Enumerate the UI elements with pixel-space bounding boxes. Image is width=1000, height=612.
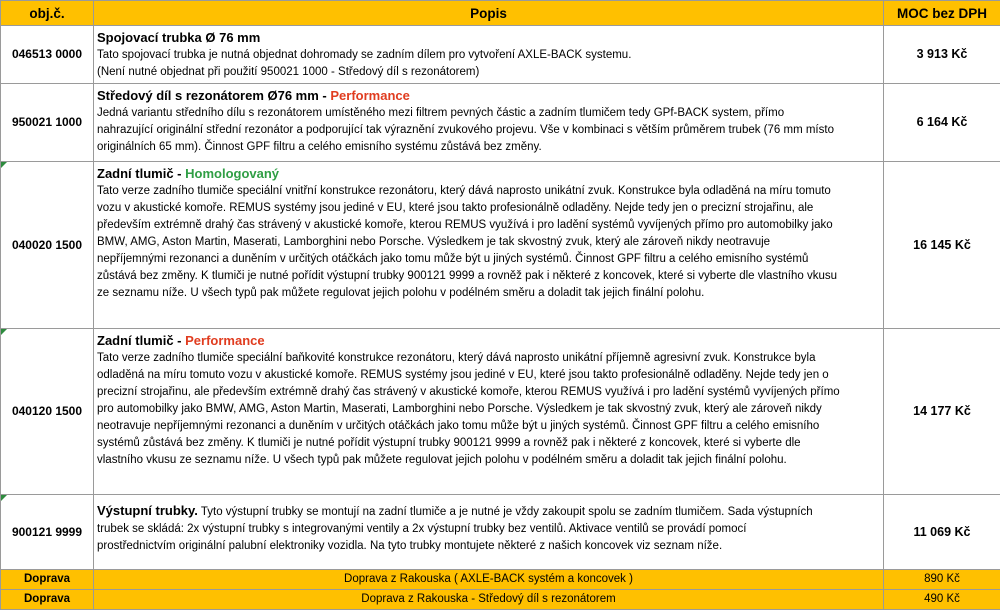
desc-line: vlastního vkusu ze seznamu níže. U všech typů pak můžete regulovat jejich polohu v podélném směru a doladit tak jejich finální polohu.: [97, 454, 787, 466]
desc-line: (Není nutné objednat při použití 950021 1000 - Středový díl s rezonátorem): [97, 66, 480, 78]
desc-line: Výstupní trubky. Tyto výstupní trubky se montují na zadní tlumiče a je nutné je vždy zakoupit spolu se zadním tlumičem. Sada výstupních: [97, 503, 813, 518]
performance-label: Performance: [330, 88, 410, 103]
desc-line: ze seznamu níže. U všech typů pak můžete regulovat jejich polohu v podélném směru a doladit tak jejich finální polohu.: [97, 287, 705, 299]
item-title: Výstupní trubky.: [97, 503, 198, 518]
performance-label: Performance: [185, 333, 265, 348]
item-description: [94, 84, 884, 162]
item-description: [94, 495, 884, 570]
item-price: 16 145 Kč: [884, 162, 1000, 329]
desc-line: Tato verze zadního tlumiče speciální vnitřní konstrukce rezonátoru, který dává naprosto unikátní zvuk. Konstrukce byla odladěná na míru tomuto: [97, 185, 831, 197]
table-row: [1, 84, 1000, 162]
shipping-price: 890 Kč: [884, 570, 1000, 590]
desc-line: prostřednictvím originální palubní elektroniky vozidla. Na tyto trubky montujete některé z našich koncovek viz seznam níže.: [97, 540, 723, 552]
item-price: 6 164 Kč: [884, 84, 1000, 162]
header-price: MOC bez DPH: [884, 1, 1000, 26]
shipping-row: [1, 590, 1000, 610]
shipping-code: Doprava: [1, 570, 94, 590]
item-title: Středový díl s rezonátorem Ø76 mm - Performance: [97, 88, 410, 103]
desc-line: neotravuje nepříjemnými rezonanci a duněním v určitých otáčkách jako tomu může být u jiných systémů. Činnost GPF filtru a celého emisního: [97, 420, 820, 432]
item-code: 040020 1500: [1, 162, 94, 329]
desc-line: odladěná na míru tomuto vozu v akustické komoře. REMUS systémy jsou jediné v EU, které jsou takto profesionálně odladěny. Nejde tedy jen o: [97, 369, 829, 381]
table-row: [1, 329, 1000, 495]
table-row: [1, 26, 1000, 84]
desc-line: trubek se skládá: 2x výstupní trubky s integrovanými ventily a 2x výstupní trubky bez ventilů. Aktivace ventilů se provádí pomocí: [97, 523, 747, 535]
item-code: 950021 1000: [1, 84, 94, 162]
desc-line: zůstává bez změny. K tlumiči je nutné pořídit výstupní trubky 900121 9999 a rovněž pak i některé z koncovek, které si vyberte dle vlastního vkusu: [97, 270, 838, 282]
shipping-code: Doprava: [1, 590, 94, 610]
desc-line: vozu v akustické komoře. REMUS systémy jsou jediné v EU, které jsou takto profesionálně odladěny. Nejde tedy jen o precizní strojařinu, ale: [97, 202, 814, 214]
item-price: 3 913 Kč: [884, 26, 1000, 84]
header-row: [1, 1, 1000, 26]
desc-line: nahrazující originální střední rezonátor a podporující tak výraznění zvukového projevu. Vše v kombinaci s větším průměrem trubek (76 mm místo: [97, 124, 834, 136]
item-price: 14 177 Kč: [884, 329, 1000, 495]
item-title: Zadní tlumič - Homologovaný: [97, 166, 280, 181]
cell-marker: [1, 329, 7, 335]
item-title: Spojovací trubka Ø 76 mm: [97, 30, 261, 45]
header-desc: Popis: [94, 1, 884, 26]
item-code: 046513 0000: [1, 26, 94, 84]
desc-line: pro automobilky jako BMW, AMG, Aston Martin, Maserati, Lamborghini nebo Porsche. Výsledkem je tak skvostný zvuk, který ale zároveň nikdy: [97, 403, 822, 415]
table-row: [1, 162, 1000, 329]
desc-line: především extrémně drahý čas strávený v akustické komoře, kterou REMUS využívá i pro ladění systémů vyvíjených přímo pro automobilky jako: [97, 219, 833, 231]
desc-line: Jedná variantu středního dílu s rezonátorem umístěného mezi filtrem pevných částic a zadním tlumičem tedy GPf-BACK system, přímo: [97, 107, 785, 119]
homologated-label: Homologovaný: [185, 166, 280, 181]
desc-line: precizní strojařinu, ale především extrémně drahý čas strávený v akustické komoře, kterou REMUS využívá i pro ladění systémů vyvíjených přímo: [97, 386, 840, 398]
desc-line: originálních 65 mm). Činnost GPF filtru a celého emisního systému zůstává bez změny.: [97, 141, 542, 153]
desc-line: Tato spojovací trubka je nutná objednat dohromady se zadním dílem pro vytvoření AXLE-BACK systemu.: [97, 49, 632, 61]
desc-line: nepříjemnými rezonanci a duněním v určitých otáčkách jako tomu může být u jiných systémů. Činnost GPF filtru a celého emisního systémů: [97, 253, 809, 265]
cell-marker: [1, 495, 7, 501]
header-code: obj.č.: [1, 1, 94, 26]
shipping-price: 490 Kč: [884, 590, 1000, 610]
desc-line: systémů zůstává bez změny. K tlumiči je nutné pořídit výstupní trubky 900121 9999 a rovněž pak i některé z koncovek, které si vyberte dle: [97, 437, 801, 449]
item-code: 040120 1500: [1, 329, 94, 495]
desc-line: BMW, AMG, Aston Martin, Maserati, Lamborghini nebo Porsche. Výsledkem je tak skvostný zvuk, který ale zároveň nikdy neotravuje: [97, 236, 771, 248]
cell-marker: [1, 162, 7, 168]
shipping-description: Doprava z Rakouska ( AXLE-BACK systém a koncovek ): [94, 570, 884, 590]
item-description: [94, 162, 884, 329]
item-description: [94, 26, 884, 84]
shipping-row: [1, 570, 1000, 590]
item-description: [94, 329, 884, 495]
item-price: 11 069 Kč: [884, 495, 1000, 570]
shipping-description: Doprava z Rakouska - Středový díl s rezonátorem: [94, 590, 884, 610]
item-code: 900121 9999: [1, 495, 94, 570]
table-row: [1, 495, 1000, 570]
desc-line: Tato verze zadního tlumiče speciální baňkovité konstrukce rezonátoru, který dává naprosto unikátní příjemně agresivní zvuk. Konstrukce byla: [97, 352, 816, 364]
item-title: Zadní tlumič - Performance: [97, 333, 265, 348]
